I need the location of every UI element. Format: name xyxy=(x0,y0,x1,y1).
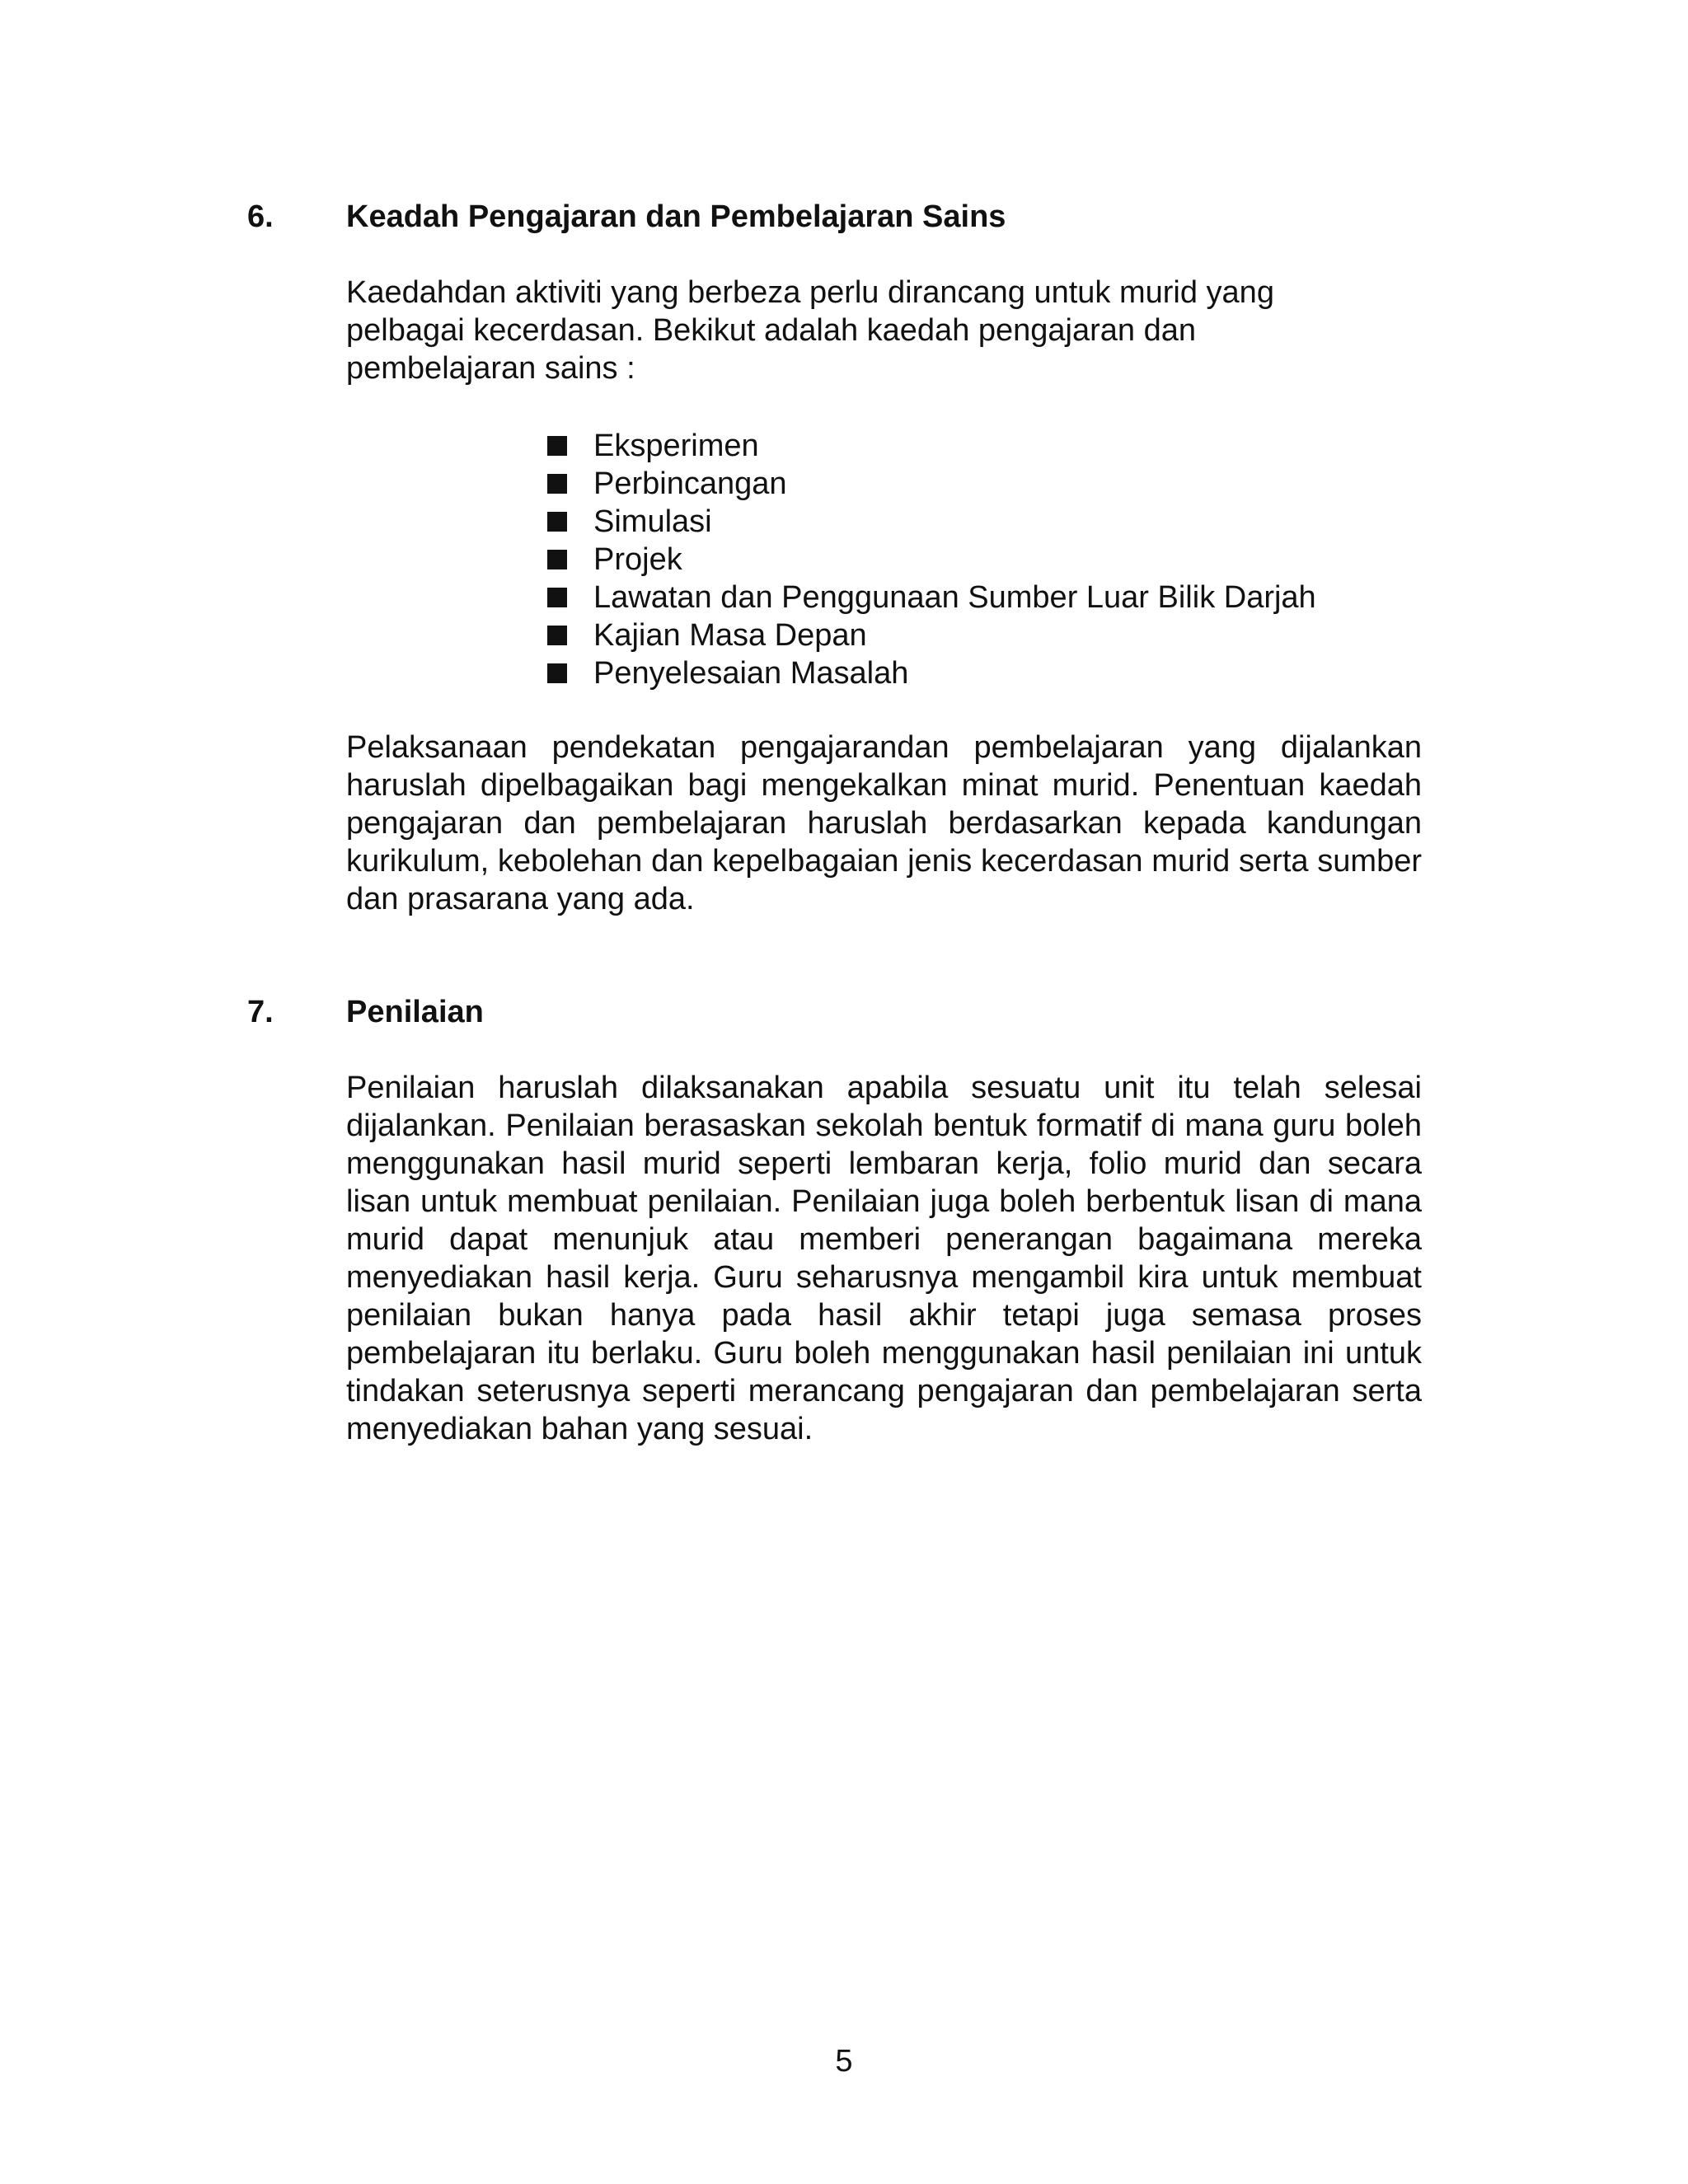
teaching-methods-list xyxy=(546,427,1316,692)
list-item-label: Penyelesaian Masalah xyxy=(593,656,909,691)
list-item-label: Projek xyxy=(593,542,682,577)
section-7-heading xyxy=(247,993,484,1031)
section-6-number: 6. xyxy=(247,199,274,234)
square-bullet-icon xyxy=(547,512,567,532)
list-item xyxy=(546,427,1316,465)
list-item xyxy=(546,579,1316,616)
page-number: 5 xyxy=(835,2044,853,2079)
square-bullet-icon xyxy=(547,474,567,494)
square-bullet-icon xyxy=(547,436,567,456)
section-7-title: Penilaian xyxy=(346,995,484,1029)
section-6-title: Keadah Pengajaran dan Pembelajaran Sains xyxy=(346,199,1006,234)
section-6-closing: Pelaksanaan pendekatan pengajarandan pembelajaran yang dijalankan haruslah dipelbagaikan bagi mengekalkan minat murid. Penentuan kaedah pengajaran dan pembelajaran haruslah berdasarkan kepada kandungan kurikulum, kebolehan dan kepelbagaian jenis kecerdasan murid serta sumber dan prasarana yang ada. xyxy=(346,730,1422,916)
list-item-label: Eksperimen xyxy=(593,429,759,463)
section-7-number: 7. xyxy=(247,995,274,1029)
list-item xyxy=(546,541,1316,579)
list-item xyxy=(546,654,1316,692)
list-item xyxy=(546,616,1316,654)
square-bullet-icon xyxy=(547,588,567,607)
square-bullet-icon xyxy=(547,663,567,683)
list-item-label: Kajian Masa Depan xyxy=(593,618,867,653)
square-bullet-icon xyxy=(547,550,567,569)
section-7-body: Penilaian haruslah dilaksanakan apabila sesuatu unit itu telah selesai dijalankan. Penilaian berasaskan sekolah bentuk formatif di mana guru boleh menggunakan hasil murid seperti lembaran kerja, folio murid dan secara lisan untuk membuat penilaian. Penilaian juga boleh berbentuk lisan di mana murid dapat menunjuk atau memberi penerangan bagaimana mereka menyediakan hasil kerja. Guru seharusnya mengambil kira untuk membuat penilaian bukan hanya pada hasil akhir tetapi juga semasa proses pembelajaran itu berlaku. Guru boleh menggunakan hasil penilaian ini untuk tindakan seterusnya seperti merancang pengajaran dan pembelajaran serta menyediakan bahan yang sesuai. xyxy=(346,1071,1422,1446)
section-6-intro: Kaedahdan aktiviti yang berbeza perlu dirancang untuk murid yang pelbagai kecerdasan. Bekikut adalah kaedah pengajaran dan pembelajaran sains : xyxy=(346,275,1274,386)
list-item-label: Lawatan dan Penggunaan Sumber Luar Bilik Darjah xyxy=(593,580,1316,615)
square-bullet-icon xyxy=(547,626,567,645)
list-item xyxy=(546,465,1316,503)
section-6-heading xyxy=(247,198,1006,236)
list-item-label: Simulasi xyxy=(593,504,712,539)
list-item xyxy=(546,503,1316,541)
list-item-label: Perbincangan xyxy=(593,466,787,501)
